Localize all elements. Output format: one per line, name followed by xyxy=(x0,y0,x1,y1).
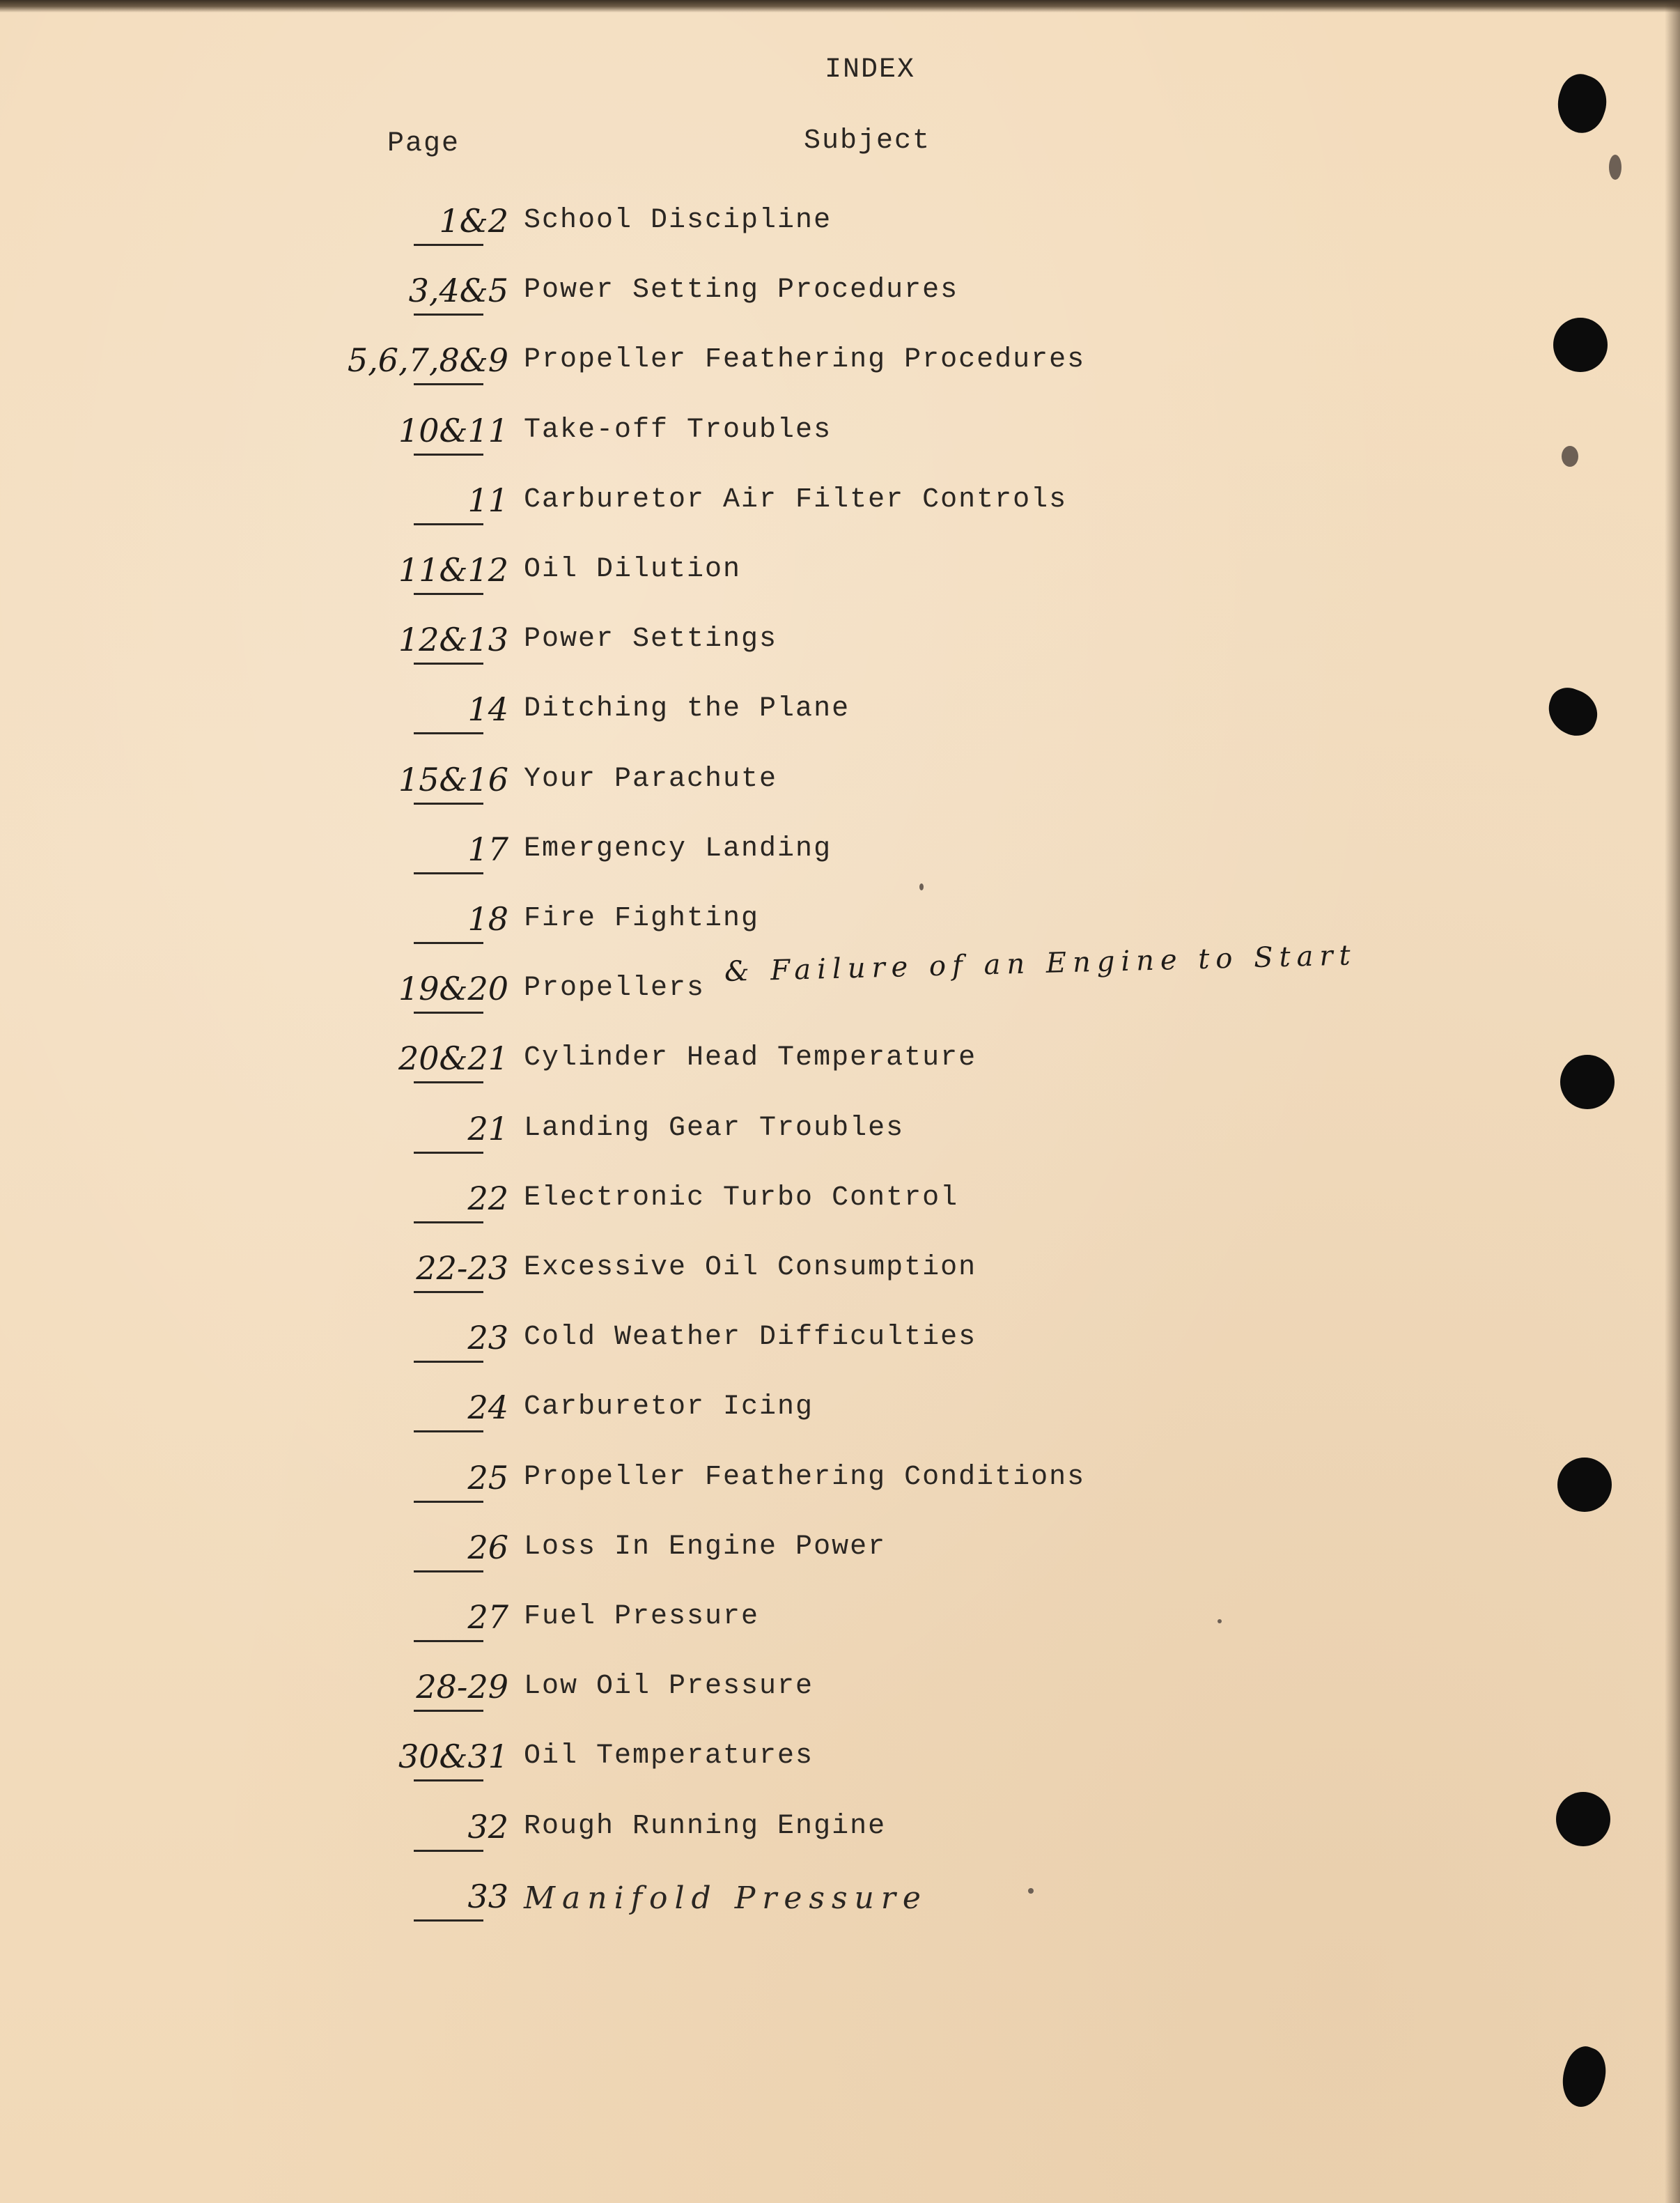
page-number-underline xyxy=(414,1850,483,1852)
entry-page-number-text: 17 xyxy=(467,830,508,868)
entry-page-number-text: 22-23 xyxy=(416,1249,508,1287)
entry-page-number xyxy=(327,970,508,1007)
entry-page-number-text: 32 xyxy=(467,1808,508,1846)
entry-page-number xyxy=(327,1110,508,1147)
index-entry xyxy=(0,678,1680,748)
page-number-underline xyxy=(414,593,483,595)
column-header-page: Page xyxy=(387,128,460,160)
index-entry xyxy=(0,608,1680,678)
entry-page-number-text: 27 xyxy=(467,1598,508,1636)
entry-page-number xyxy=(327,690,508,728)
entry-subject: Fuel Pressure xyxy=(524,1601,760,1632)
entry-page-number-text: 11&12 xyxy=(398,551,508,589)
entry-page-number xyxy=(327,1738,508,1775)
entry-page-number xyxy=(327,272,508,309)
binder-hole xyxy=(1560,1055,1615,1109)
entry-page-number xyxy=(327,412,508,449)
page-title: INDEX xyxy=(825,54,916,86)
paper-speck xyxy=(1562,446,1578,467)
entry-subject: School Discipline xyxy=(524,205,832,236)
page-number-underline xyxy=(414,1081,483,1083)
page-number-underline xyxy=(414,1361,483,1363)
entry-page-number xyxy=(327,1808,508,1846)
page-number-underline xyxy=(414,454,483,456)
entry-page-number xyxy=(327,621,508,658)
entry-subject: Propeller Feathering Conditions xyxy=(524,1462,1086,1493)
entry-page-number xyxy=(327,1039,508,1077)
entry-page-number xyxy=(327,481,508,519)
entry-subject: Take-off Troubles xyxy=(524,415,832,446)
page-number-underline xyxy=(414,383,483,385)
index-entry xyxy=(0,399,1680,469)
page-number-underline xyxy=(414,872,483,874)
entry-page-number xyxy=(327,1529,508,1566)
page-number-underline xyxy=(414,314,483,316)
entry-page-number-text: 24 xyxy=(467,1389,508,1426)
entry-page-number-text: 26 xyxy=(467,1529,508,1566)
entry-page-number xyxy=(327,1389,508,1426)
entry-subject: Ditching the Plane xyxy=(524,693,850,725)
page-number-underline xyxy=(414,1919,483,1922)
paper-speck xyxy=(1028,1888,1034,1894)
entry-page-number-text: 12&13 xyxy=(398,621,508,658)
entry-subject: Fire Fighting xyxy=(524,903,760,934)
index-entry xyxy=(0,1376,1680,1446)
entry-subject: Propeller Feathering Procedures xyxy=(524,344,1086,376)
page-number-underline xyxy=(414,1710,483,1712)
entry-page-number xyxy=(327,551,508,589)
entry-page-number xyxy=(327,1878,508,1915)
index-entry xyxy=(0,1795,1680,1865)
entry-page-number-text: 1&2 xyxy=(439,202,508,240)
index-entry xyxy=(0,469,1680,539)
entry-page-number-text: 30&31 xyxy=(398,1738,508,1775)
entry-subject: Cylinder Head Temperature xyxy=(524,1042,977,1074)
entry-page-number-text: 28-29 xyxy=(416,1668,508,1706)
index-entry xyxy=(0,1516,1680,1586)
entry-page-number-text: 20&21 xyxy=(398,1039,508,1077)
entry-subject: Carburetor Icing xyxy=(524,1391,814,1423)
page-number-underline xyxy=(414,803,483,805)
entry-subject: Power Setting Procedures xyxy=(524,275,959,306)
entry-page-number-text: 3,4&5 xyxy=(408,272,508,309)
binder-hole xyxy=(1557,1458,1612,1512)
binder-hole xyxy=(1553,318,1608,372)
index-entry xyxy=(0,888,1680,957)
entry-subject: Emergency Landing xyxy=(524,833,832,865)
index-entry xyxy=(0,1237,1680,1306)
entry-subject: Oil Dilution xyxy=(524,554,742,585)
index-entry xyxy=(0,1306,1680,1376)
entry-subject: Your Parachute xyxy=(524,764,778,795)
entry-subject: Oil Temperatures xyxy=(524,1740,814,1772)
entry-page-number-text: 23 xyxy=(467,1319,508,1356)
paper-speck xyxy=(1609,155,1621,180)
index-entry xyxy=(0,190,1680,259)
column-header-subject: Subject xyxy=(804,125,931,157)
entry-page-number xyxy=(327,1598,508,1636)
entry-subject: Rough Running Engine xyxy=(524,1811,887,1842)
page-number-underline xyxy=(414,1779,483,1781)
page-number-underline xyxy=(414,1570,483,1572)
entry-page-number xyxy=(327,900,508,938)
index-entry xyxy=(0,1725,1680,1795)
index-entry xyxy=(0,329,1680,399)
page-number-underline xyxy=(414,1221,483,1223)
entry-subject: Excessive Oil Consumption xyxy=(524,1252,977,1283)
page-number-underline xyxy=(414,1012,483,1014)
entry-subject: Low Oil Pressure xyxy=(524,1671,814,1702)
entry-page-number-text: 11 xyxy=(467,481,508,519)
page-number-underline xyxy=(414,244,483,246)
entry-page-number xyxy=(327,202,508,240)
page-number-underline xyxy=(414,1152,483,1154)
entry-page-number xyxy=(327,341,508,379)
index-entry xyxy=(0,1097,1680,1167)
entry-page-number xyxy=(327,1668,508,1706)
index-entry xyxy=(0,939,1680,1027)
index-entry xyxy=(0,1446,1680,1516)
index-entry xyxy=(0,1655,1680,1725)
entry-page-number-text: 18 xyxy=(467,900,508,938)
page-number-underline xyxy=(414,663,483,665)
entry-subject: Cold Weather Difficulties xyxy=(524,1322,977,1353)
entry-page-number-text: 5,6,7,8&9 xyxy=(347,341,508,379)
index-entry xyxy=(0,1027,1680,1097)
page-number-underline xyxy=(414,1640,483,1642)
paper-speck xyxy=(1218,1619,1222,1623)
entry-page-number-text: 15&16 xyxy=(398,761,508,798)
entry-page-number-text: 10&11 xyxy=(398,412,508,449)
entry-page-number xyxy=(327,1180,508,1217)
entry-page-number-text: 21 xyxy=(467,1110,508,1147)
index-entry xyxy=(0,1167,1680,1237)
entry-page-number-text: 25 xyxy=(467,1459,508,1497)
entry-page-number-text: 33 xyxy=(467,1878,508,1915)
page-number-underline xyxy=(414,942,483,944)
index-entry xyxy=(0,259,1680,329)
index-entry xyxy=(0,748,1680,818)
entry-subject: Manifold Pressure xyxy=(524,1880,928,1916)
entry-page-number xyxy=(327,1249,508,1287)
entry-subject: Propellers xyxy=(524,973,706,1004)
entry-page-number xyxy=(327,761,508,798)
entry-handwritten-annotation: & Failure of an Engine to Start xyxy=(724,939,1358,988)
entry-subject: Carburetor Air Filter Controls xyxy=(524,484,1068,516)
page-number-underline xyxy=(414,1430,483,1432)
entry-subject: Loss In Engine Power xyxy=(524,1531,887,1563)
entry-page-number-text: 22 xyxy=(467,1180,508,1217)
page-number-underline xyxy=(414,1291,483,1293)
entry-subject: Landing Gear Troubles xyxy=(524,1113,905,1144)
entry-page-number-text: 19&20 xyxy=(398,970,508,1007)
entry-page-number xyxy=(327,830,508,868)
index-entry xyxy=(0,1586,1680,1655)
entry-page-number xyxy=(327,1459,508,1497)
binder-hole xyxy=(1556,1792,1610,1846)
index-entry xyxy=(0,818,1680,888)
entry-page-number xyxy=(327,1319,508,1356)
page-number-underline xyxy=(414,732,483,734)
paper-speck xyxy=(919,883,924,890)
page-number-underline xyxy=(414,523,483,525)
page-number-underline xyxy=(414,1501,483,1503)
entry-page-number-text: 14 xyxy=(467,690,508,728)
entry-subject: Power Settings xyxy=(524,624,778,655)
index-entry xyxy=(0,1865,1680,1935)
index-entry xyxy=(0,539,1680,608)
entry-subject: Electronic Turbo Control xyxy=(524,1182,959,1214)
